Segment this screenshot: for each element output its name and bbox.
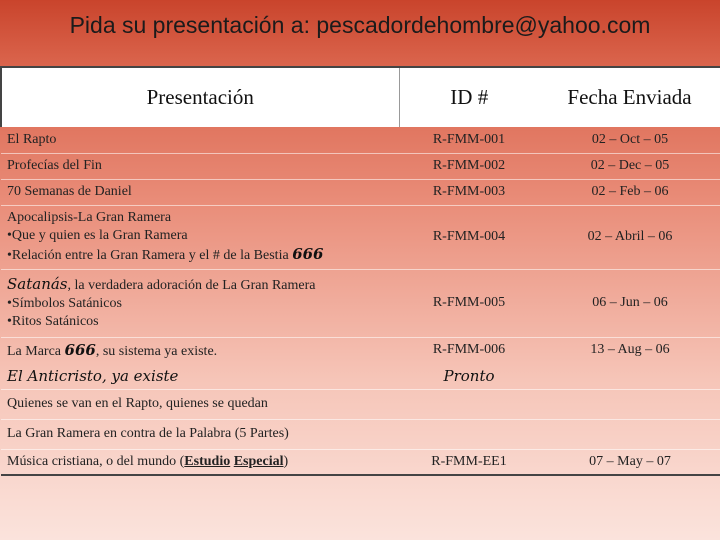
row-id-hand: Pronto <box>443 366 495 385</box>
row-id: R-FMM-002 <box>432 158 506 173</box>
mark-666: 666 <box>292 245 324 263</box>
row-id: R-FMM-005 <box>432 295 506 310</box>
table-row <box>1 419 720 449</box>
row-title-underline: Estudio <box>184 453 231 469</box>
row-id: R-FMM-004 <box>432 229 506 244</box>
row-date: 02 – Feb – 06 <box>591 184 669 199</box>
row-date: 02 – Oct – 05 <box>591 131 669 147</box>
row-bullet-text: Relación entre la Gran Ramera y el # de la Bestia <box>11 248 293 263</box>
row-title <box>1 449 399 475</box>
row-title-cell <box>1 205 399 269</box>
table-row <box>1 153 720 179</box>
presentations-table <box>0 66 720 476</box>
row-id: R-FMM-001 <box>432 131 506 147</box>
row-title: Profecías del Fin <box>7 158 102 173</box>
table-row <box>1 179 720 205</box>
row-title-pre: Música cristiana, o del mundo ( <box>7 453 185 469</box>
row-title: El Rapto <box>7 131 57 147</box>
row-bullet: • Que y quien es la Gran Ramera <box>7 227 399 245</box>
row-bullet: • Ritos Satánicos <box>7 313 399 331</box>
table-row <box>1 205 720 269</box>
row-date: 02 – Abril – 06 <box>587 229 673 244</box>
header-prefix: Pida su presentación a: <box>69 12 317 38</box>
row-title-pre: La Marca <box>7 343 65 359</box>
row-id: R-FMM-003 <box>432 184 506 199</box>
row-date: 13 – Aug – 06 <box>590 342 670 358</box>
email-link[interactable]: pescadordehombre@yahoo.com <box>316 12 651 38</box>
row-title-post: ) <box>283 453 289 469</box>
row-title-underline: Especial <box>233 453 284 469</box>
row-date: 06 – Jun – 06 <box>592 295 668 310</box>
table-row <box>1 363 720 389</box>
row-title-hand: Satanás <box>7 275 68 293</box>
col-header-fecha: Fecha Enviada <box>539 67 720 127</box>
table-row <box>1 127 720 153</box>
row-id: R-FMM-EE1 <box>431 453 507 469</box>
row-title-post: , su sistema ya existe. <box>95 343 218 359</box>
row-title-rest: , la verdadera adoración de La Gran Ramera <box>67 278 316 293</box>
mark-666: 666 <box>64 340 96 359</box>
row-title: La Gran Ramera en contra de la Palabra (5 Partes) <box>7 426 289 441</box>
row-title: 70 Semanas de Daniel <box>7 184 132 199</box>
table-header-row <box>1 67 720 127</box>
row-date-empty <box>539 363 720 389</box>
row-bullet <box>7 245 399 265</box>
row-title <box>7 275 399 295</box>
row-date: 07 – May – 07 <box>589 453 671 469</box>
col-header-id: ID # <box>399 67 539 127</box>
row-bullet: • Símbolos Satánicos <box>7 295 399 313</box>
row-id: R-FMM-006 <box>432 342 506 358</box>
row-title <box>1 337 399 363</box>
row-date: 02 – Dec – 05 <box>590 158 670 173</box>
row-title: Apocalipsis-La Gran Ramera <box>7 210 172 225</box>
row-title-hand: El Anticristo, ya existe <box>7 366 179 385</box>
header-title <box>0 0 720 52</box>
table-row <box>1 337 720 363</box>
table-row <box>1 389 720 419</box>
row-title-cell <box>1 269 399 337</box>
table-row <box>1 449 720 475</box>
row-title: Quienes se van en el Rapto, quienes se quedan <box>7 396 268 411</box>
col-header-presentacion: Presentación <box>1 67 399 127</box>
table-row <box>1 269 720 337</box>
